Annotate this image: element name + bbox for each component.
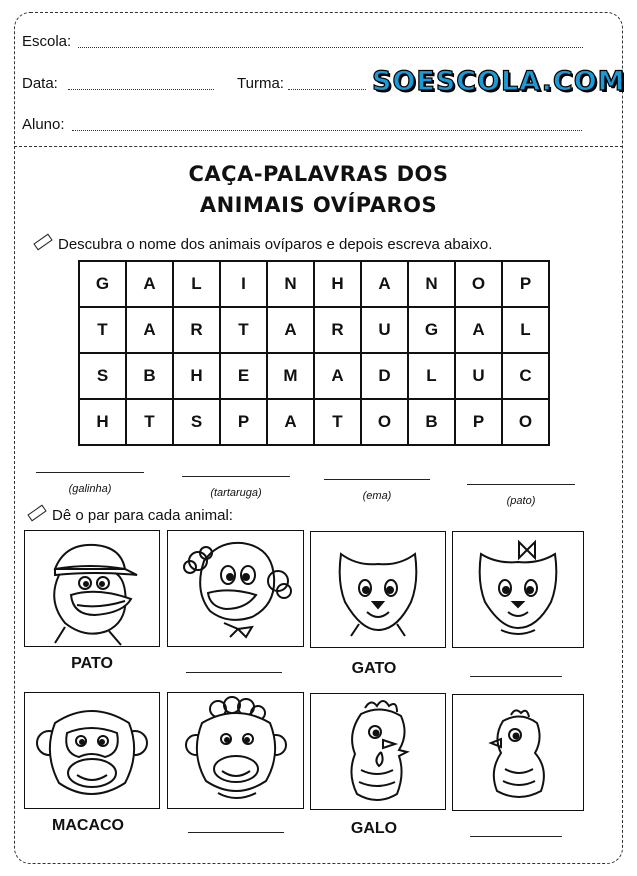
- grid-cell[interactable]: P: [220, 399, 267, 445]
- grid-cell[interactable]: P: [502, 261, 549, 307]
- answer-line: [36, 472, 144, 473]
- instruction-2: [28, 507, 233, 524]
- grid-cell[interactable]: L: [173, 261, 220, 307]
- date-field[interactable]: [68, 89, 214, 90]
- grid-cell[interactable]: B: [126, 353, 173, 399]
- grid-cell[interactable]: T: [314, 399, 361, 445]
- instruction-1-text: Descubra o nome dos animais ovíparos e depois escreva abaixo.: [58, 236, 493, 253]
- grid-cell[interactable]: H: [173, 353, 220, 399]
- grid-cell[interactable]: B: [408, 399, 455, 445]
- grid-cell[interactable]: A: [267, 399, 314, 445]
- male-cat-icon: [311, 532, 445, 647]
- female-monkey-picture: [167, 692, 304, 809]
- answer-blank-female-monkey[interactable]: [188, 832, 284, 833]
- grid-row: [79, 307, 549, 353]
- answer-slot-1[interactable]: [36, 472, 144, 495]
- grid-cell[interactable]: D: [361, 353, 408, 399]
- grid-cell[interactable]: C: [502, 353, 549, 399]
- duck-with-cap-icon: [25, 531, 159, 646]
- school-label: Escola:: [22, 33, 72, 50]
- grid-cell[interactable]: U: [361, 307, 408, 353]
- grid-cell[interactable]: I: [220, 261, 267, 307]
- label-pato: PATO: [71, 655, 113, 672]
- grid-cell[interactable]: U: [455, 353, 502, 399]
- answer-line: [324, 479, 430, 480]
- grid-row: [79, 353, 549, 399]
- grid-row: [79, 261, 549, 307]
- answer-blank-female-cat[interactable]: [470, 676, 562, 677]
- site-logo: SOESCOLA.COM: [372, 66, 626, 97]
- grid-row: [79, 399, 549, 445]
- female-monkey-icon: [168, 693, 303, 808]
- answer-hint: (pato): [506, 495, 536, 507]
- answer-hint: (galinha): [68, 483, 112, 495]
- answer-hint: (ema): [362, 490, 392, 502]
- grid-cell[interactable]: N: [267, 261, 314, 307]
- female-duck-icon: [168, 531, 303, 646]
- grid-cell[interactable]: A: [126, 307, 173, 353]
- date-label: Data:: [22, 75, 58, 92]
- grid-cell[interactable]: A: [126, 261, 173, 307]
- grid-cell[interactable]: A: [455, 307, 502, 353]
- male-monkey-picture: [24, 692, 160, 809]
- title-line-2: ANIMAIS OVÍPAROS: [199, 193, 438, 217]
- grid-cell[interactable]: T: [79, 307, 126, 353]
- class-label: Turma:: [237, 75, 284, 92]
- grid-cell[interactable]: A: [361, 261, 408, 307]
- grid-cell[interactable]: G: [79, 261, 126, 307]
- grid-cell[interactable]: S: [173, 399, 220, 445]
- grid-cell[interactable]: E: [220, 353, 267, 399]
- grid-cell[interactable]: A: [267, 307, 314, 353]
- grid-cell[interactable]: O: [361, 399, 408, 445]
- word-search-grid: [78, 260, 550, 446]
- answer-blank-hen[interactable]: [470, 836, 562, 837]
- student-label: Aluno:: [22, 116, 65, 133]
- female-duck-picture: [167, 530, 304, 647]
- duck-with-cap-picture: [24, 530, 160, 647]
- answer-blank-female-duck[interactable]: [186, 672, 282, 673]
- grid-cell[interactable]: H: [314, 261, 361, 307]
- label-macaco: MACACO: [52, 817, 124, 834]
- answer-slot-4[interactable]: [467, 484, 575, 507]
- instruction-1: [34, 236, 492, 253]
- grid-cell[interactable]: N: [408, 261, 455, 307]
- answer-line: [182, 476, 290, 477]
- male-cat-picture: [310, 531, 446, 648]
- grid-cell[interactable]: S: [79, 353, 126, 399]
- pencil-icon: [33, 234, 52, 251]
- grid-cell[interactable]: P: [455, 399, 502, 445]
- grid-cell[interactable]: G: [408, 307, 455, 353]
- grid-cell[interactable]: A: [314, 353, 361, 399]
- grid-cell[interactable]: M: [267, 353, 314, 399]
- hen-icon: [453, 695, 583, 810]
- label-gato: GATO: [351, 660, 397, 677]
- female-cat-picture: [452, 531, 584, 648]
- grid-cell[interactable]: L: [408, 353, 455, 399]
- grid-cell[interactable]: R: [314, 307, 361, 353]
- rooster-picture: [310, 693, 446, 810]
- grid-cell[interactable]: T: [126, 399, 173, 445]
- instruction-2-text: Dê o par para cada animal:: [52, 507, 233, 524]
- answer-line: [467, 484, 575, 485]
- class-field[interactable]: [288, 89, 366, 90]
- answer-hint: (tartaruga): [210, 487, 262, 499]
- grid-cell[interactable]: O: [455, 261, 502, 307]
- grid-cell[interactable]: H: [79, 399, 126, 445]
- answer-slot-2[interactable]: [182, 476, 290, 499]
- rooster-icon: [311, 694, 445, 809]
- title-line-1: CAÇA-PALAVRAS DOS: [188, 162, 449, 186]
- male-monkey-icon: [25, 693, 159, 808]
- student-field[interactable]: [72, 130, 582, 131]
- female-cat-icon: [453, 532, 583, 647]
- school-field[interactable]: [78, 47, 583, 48]
- grid-cell[interactable]: T: [220, 307, 267, 353]
- header-divider: [14, 146, 623, 147]
- answer-slot-3[interactable]: [324, 479, 430, 502]
- grid-cell[interactable]: O: [502, 399, 549, 445]
- pencil-icon: [27, 505, 46, 522]
- hen-picture: [452, 694, 584, 811]
- grid-cell[interactable]: L: [502, 307, 549, 353]
- label-galo: GALO: [350, 820, 398, 837]
- grid-cell[interactable]: R: [173, 307, 220, 353]
